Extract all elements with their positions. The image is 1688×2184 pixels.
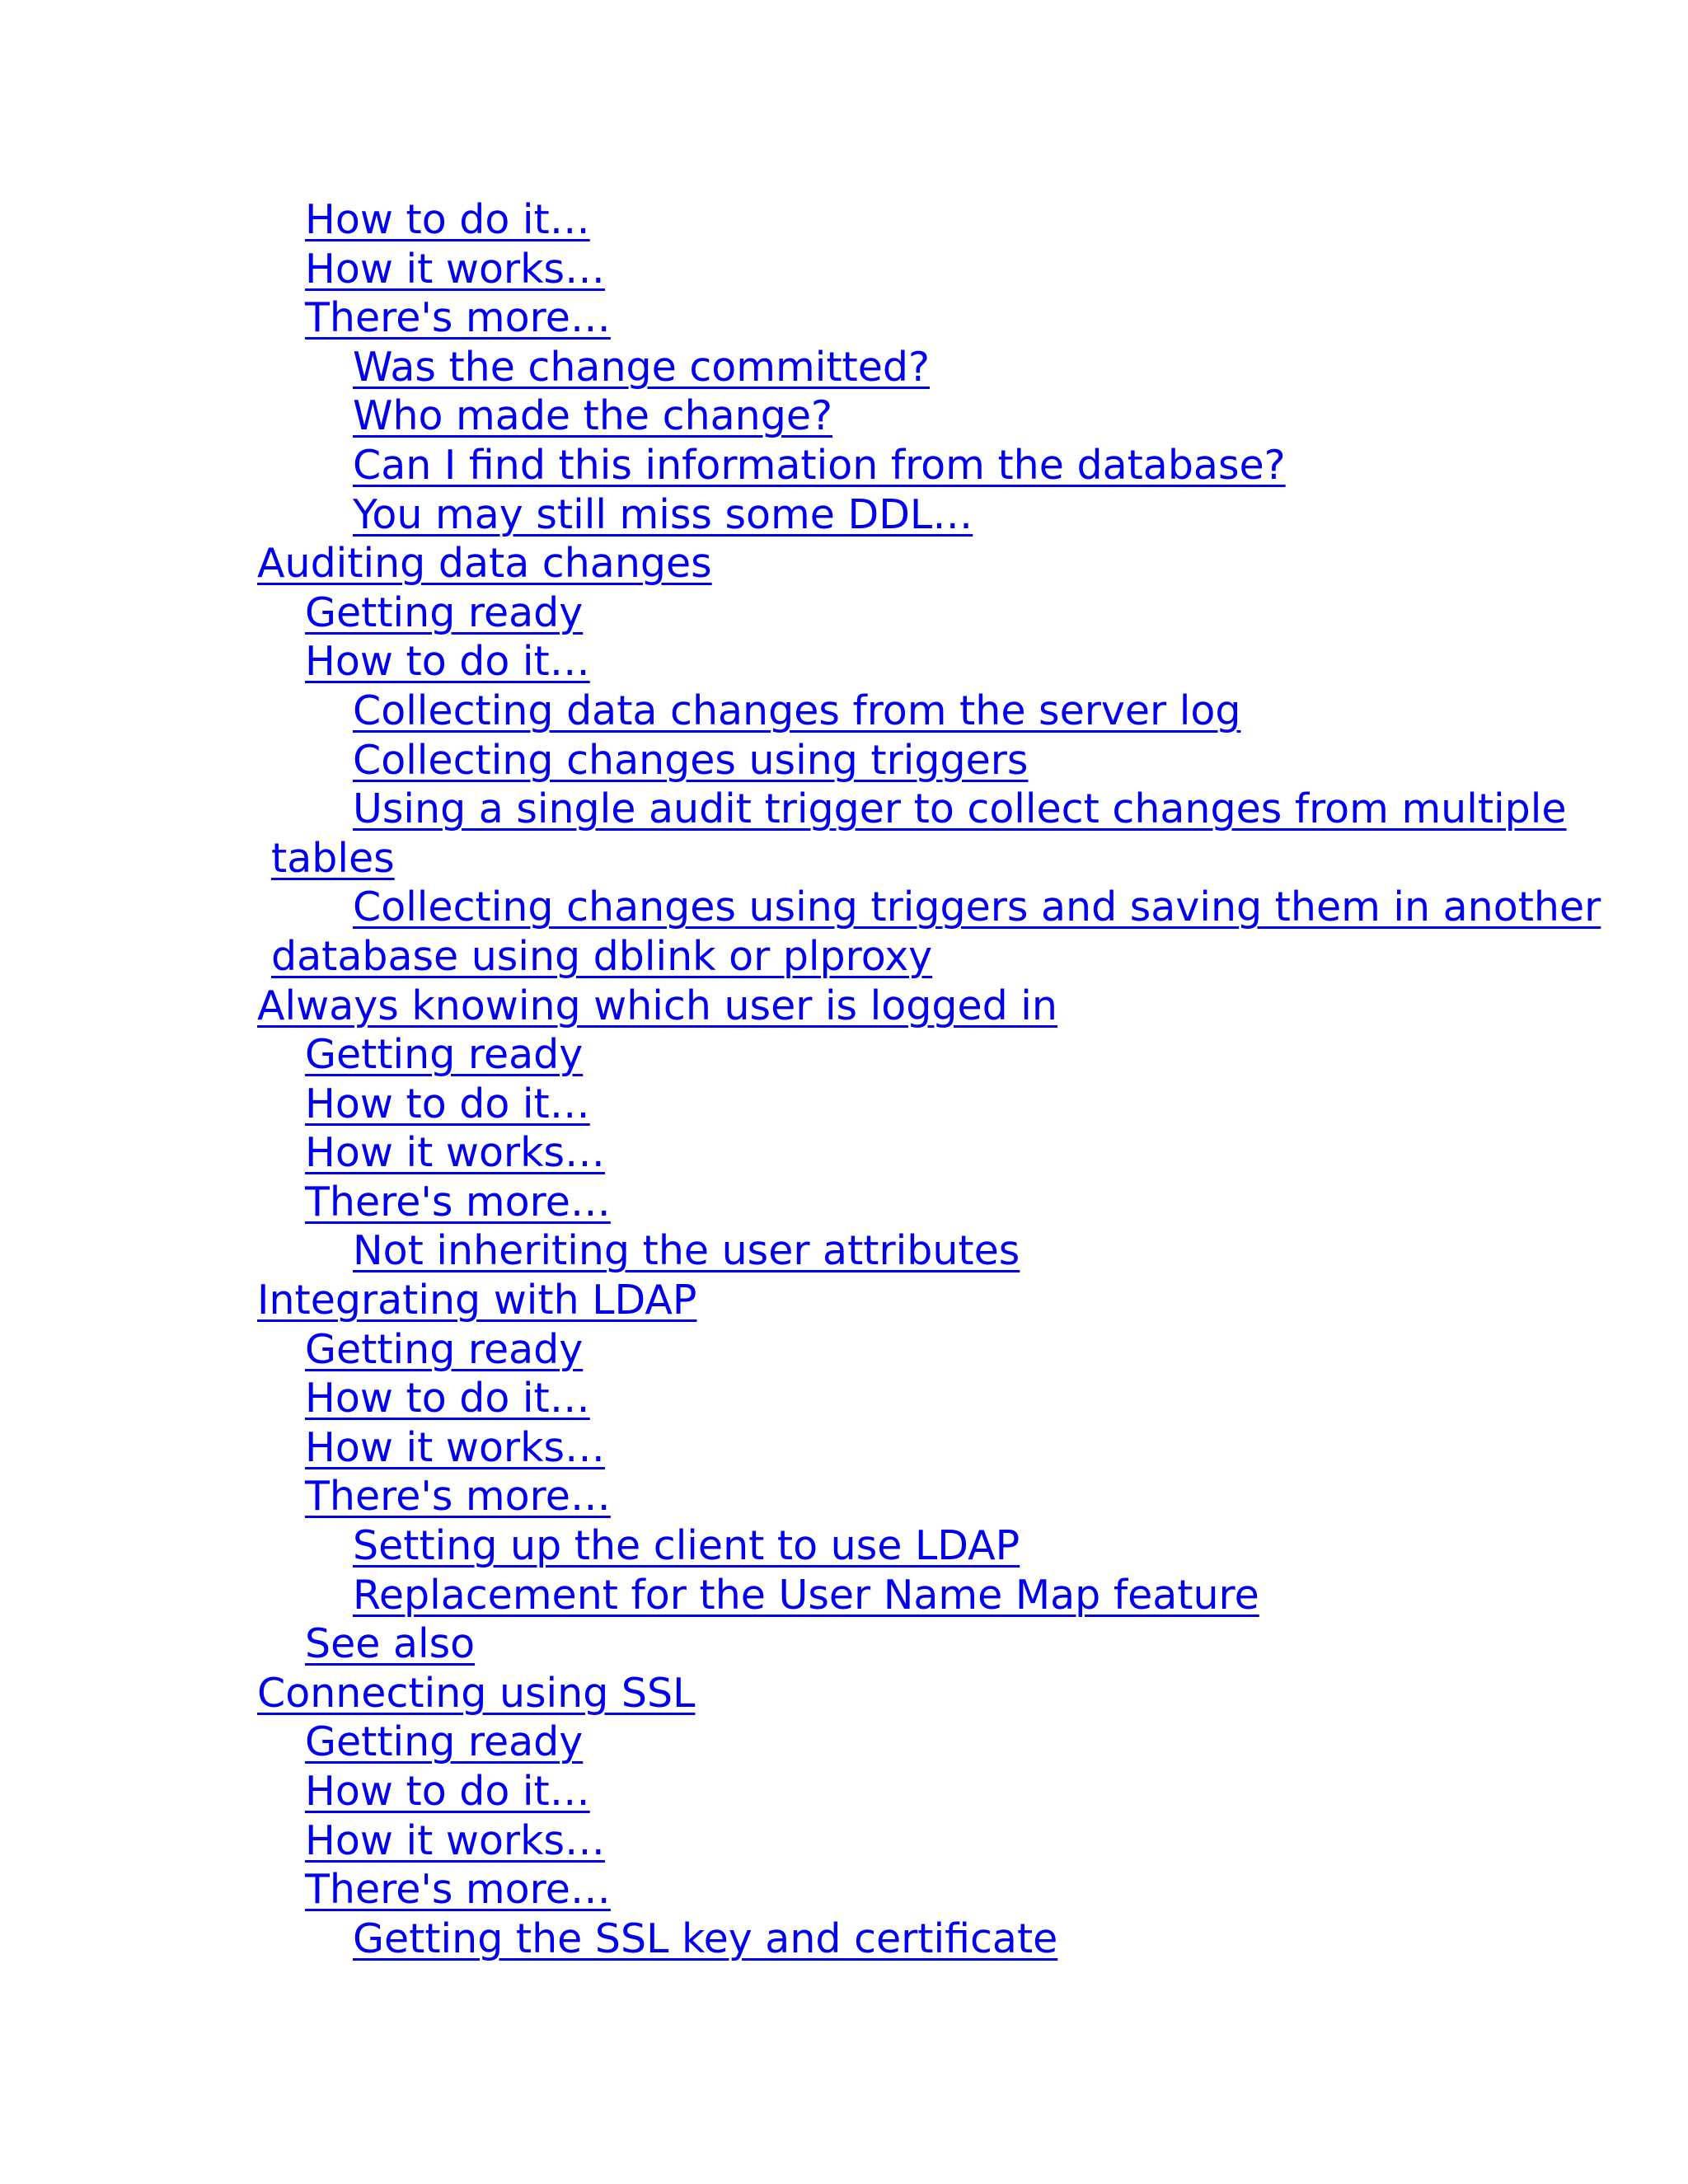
toc-link[interactable]: Can I find this information from the database? [353, 441, 1286, 489]
toc-link[interactable]: Setting up the client to use LDAP [353, 1522, 1020, 1570]
toc-link[interactable]: There's more… [305, 1473, 611, 1521]
toc-link[interactable]: How it works… [305, 1816, 605, 1864]
toc-link[interactable]: See also [305, 1620, 476, 1668]
toc-section-link[interactable]: Integrating with LDAP [257, 1277, 697, 1324]
toc-link-continuation[interactable]: tables [271, 834, 395, 882]
toc-link[interactable]: How to do it… [305, 1080, 590, 1127]
toc-link[interactable]: You may still miss some DDL… [353, 490, 973, 538]
toc-link[interactable]: Getting the SSL key and certificate [353, 1915, 1058, 1962]
toc-link[interactable]: How to do it… [305, 1375, 590, 1422]
toc-link[interactable]: There's more… [305, 294, 611, 342]
toc-link[interactable]: Collecting changes using triggers and saving them in another [353, 883, 1601, 931]
toc-link[interactable]: Using a single audit trigger to collect changes from multiple [353, 785, 1567, 833]
toc-link[interactable]: How to do it… [305, 1768, 590, 1815]
toc-link[interactable]: How it works… [305, 1129, 605, 1177]
toc-link[interactable]: There's more… [305, 1866, 611, 1914]
toc-link[interactable]: How to do it… [305, 196, 590, 243]
toc-link[interactable]: Replacement for the User Name Map feature [353, 1571, 1259, 1619]
toc-link[interactable]: Not inheriting the user attributes [353, 1227, 1020, 1275]
toc-link[interactable]: Who made the change? [353, 392, 832, 440]
toc-link[interactable]: Getting ready [305, 1325, 584, 1373]
toc-section-link[interactable]: Always knowing which user is logged in [257, 982, 1057, 1029]
toc-link-continuation[interactable]: database using dblink or plproxy [271, 932, 933, 980]
toc-link[interactable]: Getting ready [305, 588, 584, 636]
toc-link[interactable]: There's more… [305, 1178, 611, 1226]
toc-link[interactable]: Was the change committed? [353, 343, 931, 391]
toc-link[interactable]: Getting ready [305, 1718, 584, 1766]
toc-link[interactable]: Collecting changes using triggers [353, 736, 1029, 784]
toc-section-link[interactable]: Connecting using SSL [257, 1669, 696, 1717]
toc-link[interactable]: Getting ready [305, 1031, 584, 1079]
table-of-contents [257, 195, 1601, 1963]
toc-link[interactable]: How it works… [305, 245, 605, 293]
toc-link[interactable]: How it works… [305, 1423, 605, 1471]
toc-link[interactable]: How to do it… [305, 638, 590, 686]
toc-section-link[interactable]: Auditing data changes [257, 540, 712, 588]
toc-link[interactable]: Collecting data changes from the server log [353, 687, 1241, 734]
